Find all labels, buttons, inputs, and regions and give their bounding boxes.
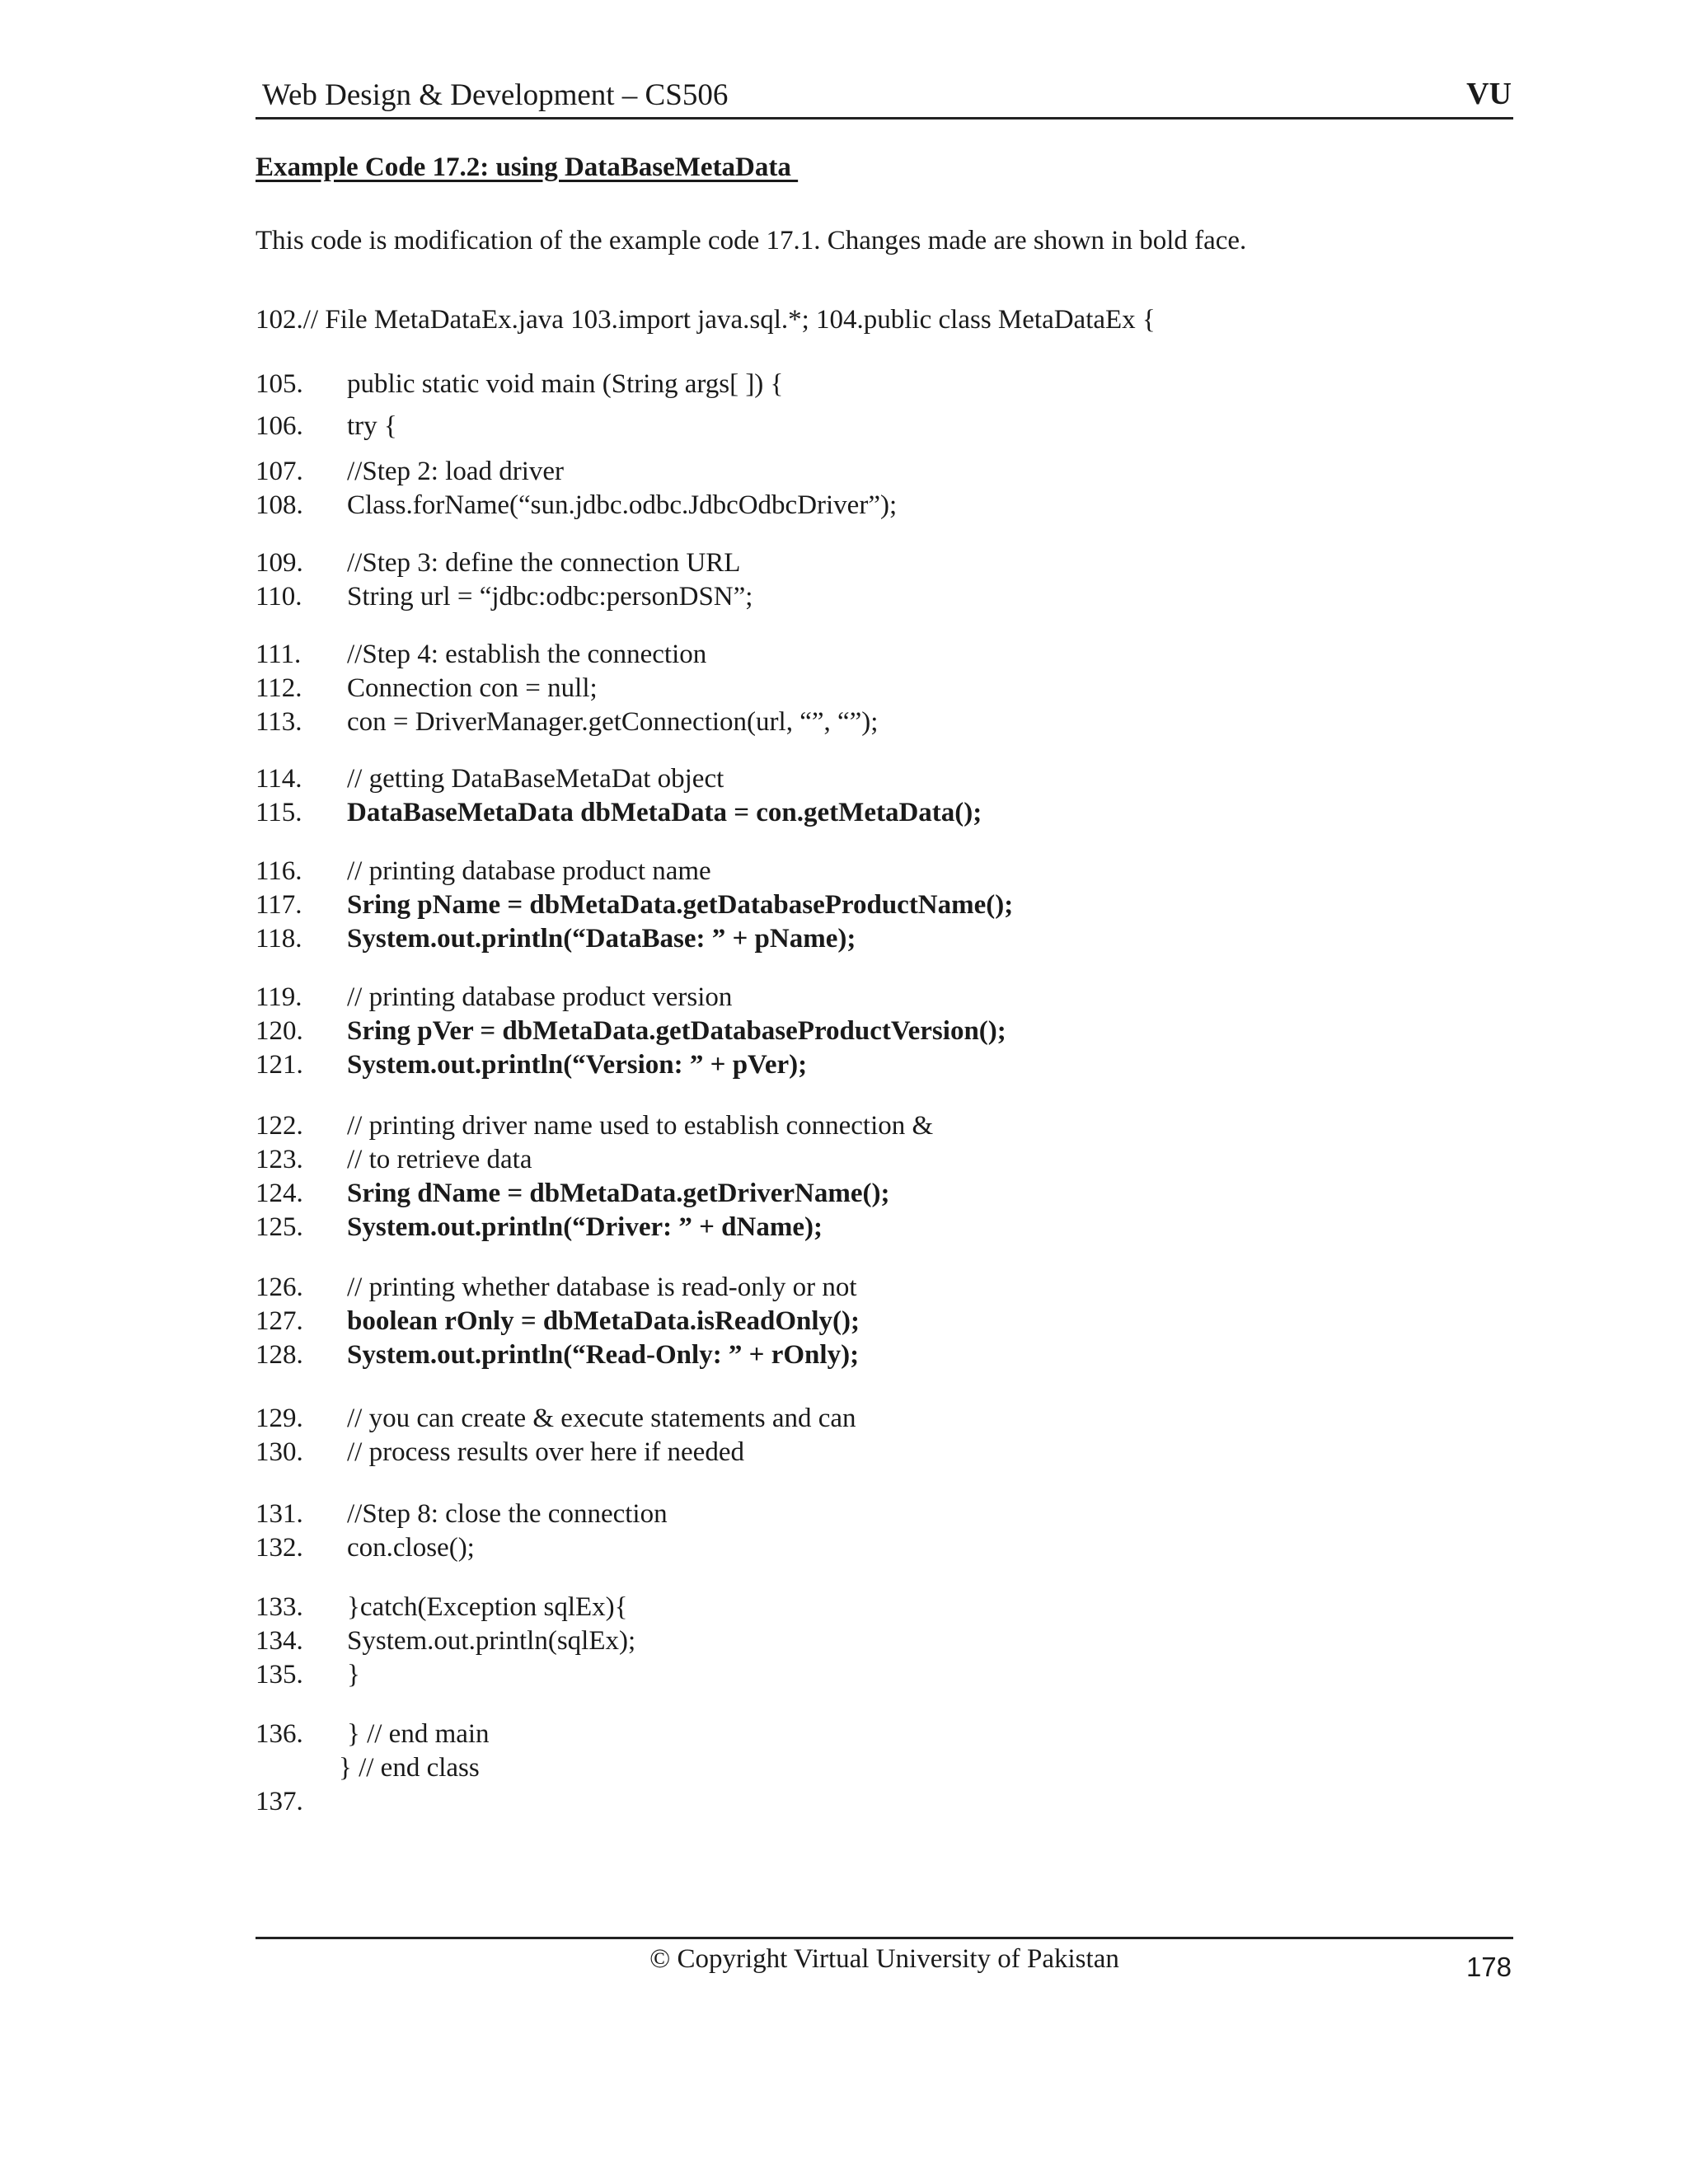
code-text: System.out.println(“Driver: ” + dName); bbox=[347, 1212, 823, 1242]
line-number: 106. bbox=[256, 411, 303, 441]
line-number: 117. bbox=[256, 890, 302, 920]
line-number: 120. bbox=[256, 1016, 303, 1046]
line-number: 136. bbox=[256, 1719, 303, 1749]
line-number: 135. bbox=[256, 1660, 303, 1690]
code-line-first: 102.// File MetaDataEx.java 103.import java.sql.*; 104.public class MetaDataEx { bbox=[256, 305, 1156, 335]
line-number: 121. bbox=[256, 1050, 303, 1080]
code-text: Connection con = null; bbox=[347, 673, 598, 703]
line-number: 112. bbox=[256, 673, 302, 703]
code-text: // process results over here if needed bbox=[347, 1437, 744, 1467]
copyright-notice: © Copyright Virtual University of Pakistan bbox=[649, 1944, 1119, 1974]
code-text: Class.forName(“sun.jdbc.odbc.JdbcOdbcDriver”); bbox=[347, 490, 898, 520]
code-text: } // end main bbox=[347, 1719, 490, 1749]
example-heading: Example Code 17.2: using DataBaseMetaData bbox=[256, 152, 799, 182]
line-number: 128. bbox=[256, 1340, 303, 1370]
code-text: // printing database product name bbox=[347, 856, 711, 886]
university-brand: VU bbox=[1466, 77, 1512, 111]
line-number: 110. bbox=[256, 582, 302, 612]
code-text: System.out.println(sqlEx); bbox=[347, 1626, 636, 1656]
code-text: // printing whether database is read-only or not bbox=[347, 1272, 857, 1302]
code-text: con = DriverManager.getConnection(url, “”, “”); bbox=[347, 707, 879, 737]
line-number: 126. bbox=[256, 1272, 303, 1302]
code-text: System.out.println(“Read-Only: ” + rOnly); bbox=[347, 1340, 860, 1370]
code-text: boolean rOnly = dbMetaData.isReadOnly(); bbox=[347, 1306, 860, 1336]
code-text: try { bbox=[347, 411, 397, 441]
line-number: 133. bbox=[256, 1592, 303, 1622]
code-text: }catch(Exception sqlEx){ bbox=[347, 1592, 628, 1622]
code-text: // printing database product version bbox=[347, 982, 733, 1012]
page-footer bbox=[256, 1937, 1513, 1989]
line-number: 118. bbox=[256, 924, 302, 954]
code-text: DataBaseMetaData dbMetaData = con.getMetaData(); bbox=[347, 798, 982, 827]
line-number: 111. bbox=[256, 640, 302, 669]
code-text: // printing driver name used to establish connection & bbox=[347, 1111, 934, 1141]
line-number: 114. bbox=[256, 764, 302, 794]
code-text: Sring dName = dbMetaData.getDriverName(); bbox=[347, 1179, 890, 1208]
line-number: 125. bbox=[256, 1212, 303, 1242]
line-number: 137. bbox=[256, 1787, 303, 1816]
code-text: // getting DataBaseMetaDat object bbox=[347, 764, 724, 794]
code-text: //Step 3: define the connection URL bbox=[347, 548, 741, 578]
line-number: 119. bbox=[256, 982, 302, 1012]
page-number: 178 bbox=[1465, 1952, 1512, 1982]
line-number: 113. bbox=[256, 707, 302, 737]
line-number: 108. bbox=[256, 490, 303, 520]
line-number: 132. bbox=[256, 1533, 303, 1563]
line-number: 134. bbox=[256, 1626, 303, 1656]
line-number: 127. bbox=[256, 1306, 303, 1336]
line-number: 116. bbox=[256, 856, 302, 886]
intro-paragraph: This code is modification of the example code 17.1. Changes made are shown in bold face. bbox=[256, 226, 1247, 255]
line-number: 130. bbox=[256, 1437, 303, 1467]
line-number: 124. bbox=[256, 1179, 303, 1208]
line-number: 123. bbox=[256, 1145, 303, 1174]
code-text: } // end class bbox=[339, 1753, 480, 1783]
code-text: System.out.println(“DataBase: ” + pName); bbox=[347, 924, 856, 954]
code-text: //Step 8: close the connection bbox=[347, 1499, 668, 1529]
course-title: Web Design & Development – CS506 bbox=[262, 78, 729, 112]
line-number: 129. bbox=[256, 1404, 303, 1433]
line-number: 107. bbox=[256, 457, 303, 486]
line-number: 109. bbox=[256, 548, 303, 578]
line-number: 115. bbox=[256, 798, 302, 827]
code-text: public static void main (String args[ ]) { bbox=[347, 369, 784, 399]
code-text: Sring pVer = dbMetaData.getDatabaseProductVersion(); bbox=[347, 1016, 1006, 1046]
line-number: 122. bbox=[256, 1111, 303, 1141]
code-text: String url = “jdbc:odbc:personDSN”; bbox=[347, 582, 753, 612]
code-text: System.out.println(“Version: ” + pVer); bbox=[347, 1050, 808, 1080]
code-text: } bbox=[347, 1660, 360, 1690]
code-text: // you can create & execute statements and can bbox=[347, 1404, 856, 1433]
line-number: 131. bbox=[256, 1499, 303, 1529]
code-text: //Step 4: establish the connection bbox=[347, 640, 707, 669]
code-text: // to retrieve data bbox=[347, 1145, 532, 1174]
page-header bbox=[256, 76, 1513, 120]
code-text: Sring pName = dbMetaData.getDatabaseProductName(); bbox=[347, 890, 1014, 920]
line-number: 105. bbox=[256, 369, 303, 399]
code-text: //Step 2: load driver bbox=[347, 457, 565, 486]
code-text: con.close(); bbox=[347, 1533, 475, 1563]
